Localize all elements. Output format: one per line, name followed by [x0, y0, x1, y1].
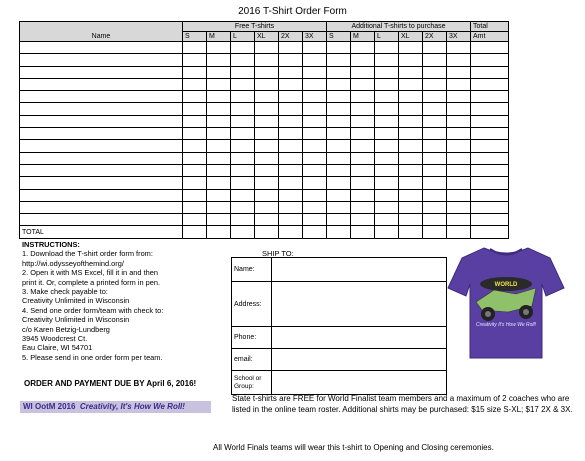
qty-cell[interactable]: [231, 78, 255, 90]
qty-cell[interactable]: [207, 128, 231, 140]
qty-cell[interactable]: [447, 42, 471, 54]
total-cell: [231, 226, 255, 238]
qty-cell[interactable]: [375, 66, 399, 78]
qty-cell[interactable]: [327, 201, 351, 213]
qty-cell[interactable]: [231, 66, 255, 78]
instruction-line: 3945 Woodcrest Ct.: [22, 334, 88, 344]
qty-cell[interactable]: [351, 91, 375, 103]
qty-cell[interactable]: [399, 115, 423, 127]
size-header-additional: M: [351, 32, 375, 42]
qty-cell[interactable]: [375, 140, 399, 152]
total-cell: [423, 226, 447, 238]
instruction-line: c/o Karen Betzig-Lundberg: [22, 324, 110, 334]
qty-cell[interactable]: [351, 115, 375, 127]
name-cell[interactable]: [20, 152, 183, 164]
free-shirts-note: State t-shirts are FREE for World Finalist team members and a maximum of 2 coaches who are listed in the online team roster. Additional shirts may be purchased: $15 size S-XL; $17 2X & 3X.: [232, 394, 573, 414]
qty-cell[interactable]: [279, 103, 303, 115]
qty-cell[interactable]: [183, 164, 207, 176]
amt-header: Amt: [471, 32, 509, 42]
order-row: [20, 91, 509, 103]
total-row: [20, 226, 509, 238]
qty-cell[interactable]: [399, 128, 423, 140]
qty-cell[interactable]: [207, 78, 231, 90]
qty-cell[interactable]: [327, 164, 351, 176]
due-date-notice: ORDER AND PAYMENT DUE BY April 6, 2016!: [24, 379, 197, 388]
qty-cell[interactable]: [375, 103, 399, 115]
qty-cell[interactable]: [471, 91, 509, 103]
qty-cell[interactable]: [327, 78, 351, 90]
qty-cell[interactable]: [279, 152, 303, 164]
qty-cell[interactable]: [399, 91, 423, 103]
qty-cell[interactable]: [327, 115, 351, 127]
ship-address-field[interactable]: [272, 282, 447, 327]
qty-cell[interactable]: [183, 78, 207, 90]
total-header: Total: [471, 22, 509, 32]
name-cell[interactable]: [20, 177, 183, 189]
qty-cell[interactable]: [207, 140, 231, 152]
name-cell[interactable]: [20, 140, 183, 152]
qty-cell[interactable]: [255, 91, 279, 103]
qty-cell[interactable]: [183, 103, 207, 115]
ship-field-label: Address:: [232, 282, 272, 327]
order-row: [20, 128, 509, 140]
size-header-additional: 2X: [423, 32, 447, 42]
total-cell: [255, 226, 279, 238]
qty-cell[interactable]: [471, 164, 509, 176]
qty-cell[interactable]: [183, 214, 207, 226]
total-cell: [327, 226, 351, 238]
qty-cell[interactable]: [231, 42, 255, 54]
instruction-line: Creativity Unlimited in Wisconsin: [22, 296, 130, 306]
ship-to-label: SHIP TO:: [262, 249, 294, 258]
qty-cell[interactable]: [183, 66, 207, 78]
qty-cell[interactable]: [399, 214, 423, 226]
qty-cell[interactable]: [375, 128, 399, 140]
qty-cell[interactable]: [327, 91, 351, 103]
qty-cell[interactable]: [327, 140, 351, 152]
qty-cell[interactable]: [471, 66, 509, 78]
qty-cell[interactable]: [303, 42, 327, 54]
qty-cell[interactable]: [279, 164, 303, 176]
total-row-label: TOTAL: [20, 226, 183, 238]
qty-cell[interactable]: [471, 54, 509, 66]
qty-cell[interactable]: [279, 128, 303, 140]
qty-cell[interactable]: [471, 177, 509, 189]
qty-cell[interactable]: [423, 164, 447, 176]
qty-cell[interactable]: [351, 152, 375, 164]
motto-banner: [20, 401, 211, 413]
qty-cell[interactable]: [375, 115, 399, 127]
qty-cell[interactable]: [231, 164, 255, 176]
qty-cell[interactable]: [183, 91, 207, 103]
total-cell: [303, 226, 327, 238]
qty-cell[interactable]: [327, 128, 351, 140]
qty-cell[interactable]: [471, 115, 509, 127]
qty-cell[interactable]: [255, 214, 279, 226]
free-tshirts-header: Free T-shirts: [183, 22, 327, 32]
name-cell[interactable]: [20, 78, 183, 90]
qty-cell[interactable]: [255, 140, 279, 152]
ship-field-label: email:: [232, 349, 272, 371]
instruction-line: http://wi.odysseyofthemind.org/: [22, 258, 124, 268]
total-cell: [471, 226, 509, 238]
qty-cell[interactable]: [351, 189, 375, 201]
qty-cell[interactable]: [303, 214, 327, 226]
qty-cell[interactable]: [279, 42, 303, 54]
name-cell[interactable]: [20, 66, 183, 78]
qty-cell[interactable]: [207, 115, 231, 127]
qty-cell[interactable]: [183, 128, 207, 140]
ship-field-label: Phone:: [232, 327, 272, 349]
qty-cell[interactable]: [207, 66, 231, 78]
qty-cell[interactable]: [375, 78, 399, 90]
ship-field-label: School or Group:: [232, 371, 272, 395]
qty-cell[interactable]: [207, 103, 231, 115]
qty-cell[interactable]: [231, 103, 255, 115]
order-row: [20, 42, 509, 54]
qty-cell[interactable]: [231, 128, 255, 140]
qty-cell[interactable]: [255, 103, 279, 115]
qty-cell[interactable]: [399, 164, 423, 176]
qty-cell[interactable]: [207, 214, 231, 226]
qty-cell[interactable]: [375, 152, 399, 164]
order-table: [19, 21, 509, 239]
qty-cell[interactable]: [399, 54, 423, 66]
qty-cell[interactable]: [351, 103, 375, 115]
order-row: [20, 177, 509, 189]
qty-cell[interactable]: [183, 201, 207, 213]
qty-cell[interactable]: [375, 201, 399, 213]
qty-cell[interactable]: [231, 115, 255, 127]
qty-cell[interactable]: [351, 54, 375, 66]
qty-cell[interactable]: [183, 115, 207, 127]
qty-cell[interactable]: [327, 42, 351, 54]
qty-cell[interactable]: [303, 177, 327, 189]
qty-cell[interactable]: [351, 214, 375, 226]
qty-cell[interactable]: [471, 201, 509, 213]
qty-cell[interactable]: [255, 128, 279, 140]
qty-cell[interactable]: [303, 115, 327, 127]
qty-cell[interactable]: [303, 128, 327, 140]
qty-cell[interactable]: [327, 214, 351, 226]
qty-cell[interactable]: [279, 177, 303, 189]
name-cell[interactable]: [20, 164, 183, 176]
qty-cell[interactable]: [375, 214, 399, 226]
qty-cell[interactable]: [423, 115, 447, 127]
qty-cell[interactable]: [423, 214, 447, 226]
qty-cell[interactable]: [207, 164, 231, 176]
size-header-free: L: [231, 32, 255, 42]
qty-cell[interactable]: [351, 42, 375, 54]
qty-cell[interactable]: [351, 66, 375, 78]
instructions-heading: INSTRUCTIONS:: [22, 240, 80, 249]
size-header-free: S: [183, 32, 207, 42]
qty-cell[interactable]: [327, 189, 351, 201]
order-row: [20, 152, 509, 164]
qty-cell[interactable]: [471, 78, 509, 90]
qty-cell[interactable]: [303, 201, 327, 213]
qty-cell[interactable]: [447, 152, 471, 164]
qty-cell[interactable]: [207, 91, 231, 103]
qty-cell[interactable]: [303, 54, 327, 66]
qty-cell[interactable]: [279, 214, 303, 226]
qty-cell[interactable]: [375, 177, 399, 189]
instruction-line: print it. Or, complete a printed form in pen.: [22, 277, 161, 287]
qty-cell[interactable]: [447, 201, 471, 213]
qty-cell[interactable]: [447, 103, 471, 115]
qty-cell[interactable]: [303, 103, 327, 115]
name-column-header: Name: [20, 22, 183, 42]
qty-cell[interactable]: [351, 201, 375, 213]
tshirt-graphic-text: Creativity It's How We Roll!: [475, 322, 537, 328]
qty-cell[interactable]: [447, 115, 471, 127]
size-header-additional: 3X: [447, 32, 471, 42]
qty-cell[interactable]: [375, 189, 399, 201]
qty-cell[interactable]: [327, 177, 351, 189]
qty-cell[interactable]: [399, 103, 423, 115]
name-cell[interactable]: [20, 91, 183, 103]
total-cell: [279, 226, 303, 238]
qty-cell[interactable]: [327, 152, 351, 164]
name-cell[interactable]: [20, 54, 183, 66]
qty-cell[interactable]: [471, 103, 509, 115]
qty-cell[interactable]: [183, 54, 207, 66]
qty-cell[interactable]: [207, 177, 231, 189]
qty-cell[interactable]: [447, 164, 471, 176]
qty-cell[interactable]: [279, 78, 303, 90]
name-cell[interactable]: [20, 128, 183, 140]
qty-cell[interactable]: [447, 140, 471, 152]
qty-cell[interactable]: [255, 189, 279, 201]
qty-cell[interactable]: [423, 91, 447, 103]
total-cell: [447, 226, 471, 238]
qty-cell[interactable]: [447, 91, 471, 103]
qty-cell[interactable]: [423, 103, 447, 115]
qty-cell[interactable]: [207, 189, 231, 201]
qty-cell[interactable]: [303, 189, 327, 201]
qty-cell[interactable]: [471, 189, 509, 201]
qty-cell[interactable]: [423, 152, 447, 164]
name-cell[interactable]: [20, 201, 183, 213]
qty-cell[interactable]: [303, 66, 327, 78]
tshirt-image: [446, 244, 566, 362]
qty-cell[interactable]: [207, 54, 231, 66]
qty-cell[interactable]: [327, 103, 351, 115]
qty-cell[interactable]: [279, 189, 303, 201]
qty-cell[interactable]: [231, 54, 255, 66]
total-cell: [351, 226, 375, 238]
name-cell[interactable]: [20, 189, 183, 201]
qty-cell[interactable]: [447, 78, 471, 90]
size-header-additional: S: [327, 32, 351, 42]
qty-cell[interactable]: [471, 214, 509, 226]
qty-cell[interactable]: [231, 177, 255, 189]
qty-cell[interactable]: [255, 115, 279, 127]
qty-cell[interactable]: [303, 152, 327, 164]
qty-cell[interactable]: [255, 152, 279, 164]
ceremony-note: All World Finals teams will wear this t-shirt to Opening and Closing ceremonies.: [213, 443, 494, 452]
qty-cell[interactable]: [375, 54, 399, 66]
qty-cell[interactable]: [183, 189, 207, 201]
qty-cell[interactable]: [231, 189, 255, 201]
instruction-line: Eau Claire, WI 54701: [22, 343, 93, 353]
qty-cell[interactable]: [375, 164, 399, 176]
size-header-free: 2X: [279, 32, 303, 42]
ship-field-label: Name:: [232, 258, 272, 282]
motto-slogan: Creativity, It's How We Roll!: [79, 402, 185, 411]
order-row: [20, 214, 509, 226]
name-cell[interactable]: [20, 103, 183, 115]
qty-cell[interactable]: [255, 78, 279, 90]
qty-cell[interactable]: [447, 189, 471, 201]
qty-cell[interactable]: [423, 66, 447, 78]
qty-cell[interactable]: [447, 54, 471, 66]
qty-cell[interactable]: [375, 42, 399, 54]
qty-cell[interactable]: [399, 140, 423, 152]
size-header-free: 3X: [303, 32, 327, 42]
qty-cell[interactable]: [399, 177, 423, 189]
qty-cell[interactable]: [183, 42, 207, 54]
qty-cell[interactable]: [303, 78, 327, 90]
qty-cell[interactable]: [399, 189, 423, 201]
qty-cell[interactable]: [423, 189, 447, 201]
qty-cell[interactable]: [279, 140, 303, 152]
order-row: [20, 103, 509, 115]
qty-cell[interactable]: [255, 177, 279, 189]
order-row: [20, 66, 509, 78]
order-row: [20, 201, 509, 213]
qty-cell[interactable]: [423, 177, 447, 189]
qty-cell[interactable]: [327, 66, 351, 78]
qty-cell[interactable]: [207, 152, 231, 164]
qty-cell[interactable]: [231, 91, 255, 103]
order-row: [20, 78, 509, 90]
qty-cell[interactable]: [423, 201, 447, 213]
qty-cell[interactable]: [183, 140, 207, 152]
qty-cell[interactable]: [327, 54, 351, 66]
qty-cell[interactable]: [207, 42, 231, 54]
total-cell: [183, 226, 207, 238]
qty-cell[interactable]: [447, 66, 471, 78]
order-row: [20, 140, 509, 152]
qty-cell[interactable]: [399, 201, 423, 213]
qty-cell[interactable]: [255, 164, 279, 176]
instruction-line: 2. Open it with MS Excel, fill it in and then: [22, 268, 158, 278]
qty-cell[interactable]: [351, 140, 375, 152]
qty-cell[interactable]: [471, 128, 509, 140]
qty-cell[interactable]: [183, 152, 207, 164]
size-header-free: XL: [255, 32, 279, 42]
qty-cell[interactable]: [231, 140, 255, 152]
qty-cell[interactable]: [447, 214, 471, 226]
qty-cell[interactable]: [351, 128, 375, 140]
qty-cell[interactable]: [423, 54, 447, 66]
name-cell[interactable]: [20, 42, 183, 54]
qty-cell[interactable]: [447, 128, 471, 140]
qty-cell[interactable]: [375, 91, 399, 103]
name-cell[interactable]: [20, 115, 183, 127]
qty-cell[interactable]: [183, 177, 207, 189]
qty-cell[interactable]: [423, 78, 447, 90]
instruction-line: 4. Send one order form/team with check to:: [22, 305, 164, 315]
instruction-line: 3. Make check payable to:: [22, 287, 108, 297]
qty-cell[interactable]: [399, 78, 423, 90]
instruction-line: 5. Please send in one order form per team.: [22, 352, 163, 362]
motto-prefix: WI OotM 2016: [23, 402, 76, 411]
qty-cell[interactable]: [423, 42, 447, 54]
qty-cell[interactable]: [303, 91, 327, 103]
total-cell: [399, 226, 423, 238]
qty-cell[interactable]: [255, 42, 279, 54]
qty-cell[interactable]: [231, 214, 255, 226]
size-header-additional: L: [375, 32, 399, 42]
order-row: [20, 189, 509, 201]
order-row: [20, 164, 509, 176]
ship-school-field[interactable]: [272, 371, 447, 395]
name-cell[interactable]: [20, 214, 183, 226]
qty-cell[interactable]: [279, 66, 303, 78]
ship-name-field[interactable]: [272, 258, 447, 282]
qty-cell[interactable]: [207, 201, 231, 213]
svg-text:WORLD: WORLD: [494, 282, 518, 288]
qty-cell[interactable]: [351, 164, 375, 176]
qty-cell[interactable]: [279, 115, 303, 127]
ship-email-field[interactable]: [272, 349, 447, 371]
qty-cell[interactable]: [471, 140, 509, 152]
instruction-line: Creativity Unlimited in Wisconsin: [22, 315, 130, 325]
qty-cell[interactable]: [231, 201, 255, 213]
qty-cell[interactable]: [399, 152, 423, 164]
qty-cell[interactable]: [471, 152, 509, 164]
qty-cell[interactable]: [279, 54, 303, 66]
size-header-additional: XL: [399, 32, 423, 42]
qty-cell[interactable]: [423, 128, 447, 140]
qty-cell[interactable]: [279, 201, 303, 213]
ship-phone-field[interactable]: [272, 327, 447, 349]
qty-cell[interactable]: [351, 177, 375, 189]
qty-cell[interactable]: [255, 66, 279, 78]
qty-cell[interactable]: [351, 78, 375, 90]
ship-to-table: [231, 257, 447, 395]
order-row: [20, 54, 509, 66]
total-cell: [375, 226, 399, 238]
qty-cell[interactable]: [399, 66, 423, 78]
size-header-free: M: [207, 32, 231, 42]
qty-cell[interactable]: [255, 201, 279, 213]
qty-cell[interactable]: [231, 152, 255, 164]
instruction-line: 1. Download the T-shirt order form from:: [22, 249, 153, 259]
total-cell: [207, 226, 231, 238]
form-title: 2016 T-Shirt Order Form: [238, 6, 347, 17]
qty-cell[interactable]: [255, 54, 279, 66]
qty-cell[interactable]: [423, 140, 447, 152]
qty-cell[interactable]: [399, 42, 423, 54]
instructions: [22, 240, 163, 362]
qty-cell[interactable]: [279, 91, 303, 103]
qty-cell[interactable]: [447, 177, 471, 189]
qty-cell[interactable]: [471, 42, 509, 54]
order-row: [20, 115, 509, 127]
qty-cell[interactable]: [303, 140, 327, 152]
additional-tshirts-header: Additional T-shirts to purchase: [327, 22, 471, 32]
qty-cell[interactable]: [303, 164, 327, 176]
